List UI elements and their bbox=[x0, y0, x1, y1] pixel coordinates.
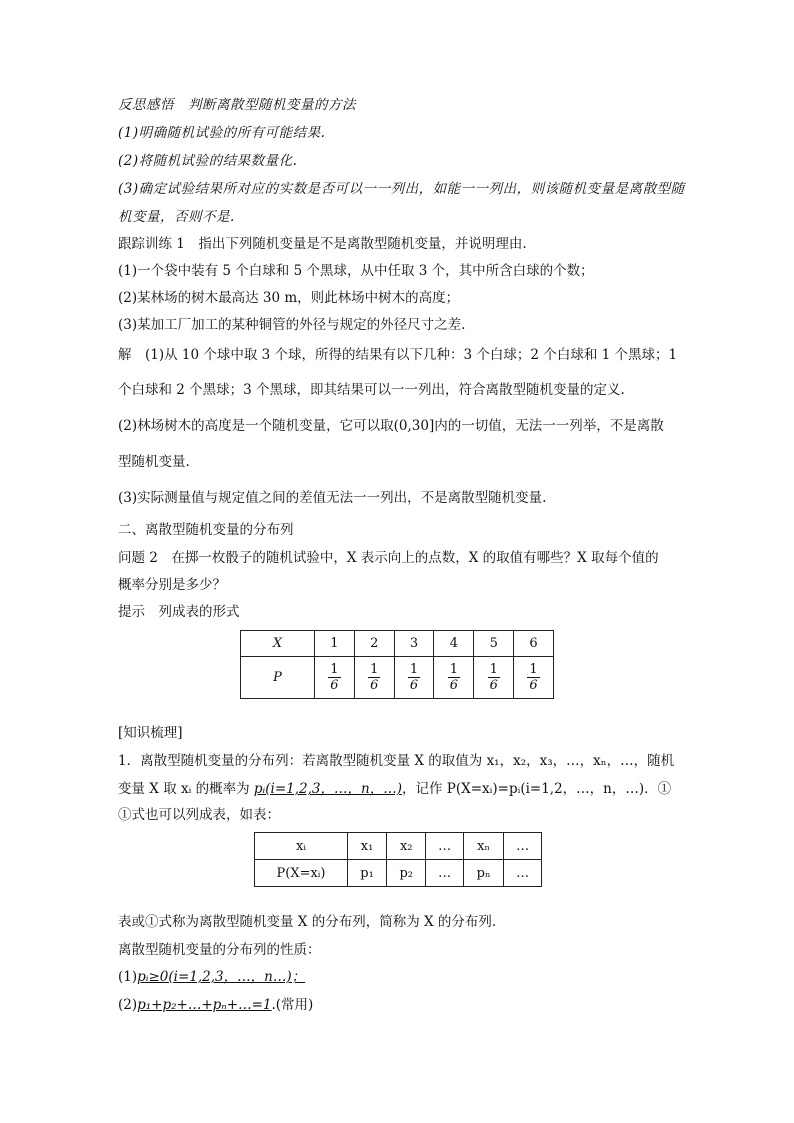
knowledge-line-1: 1．离散型随机变量的分布列：若离散型随机变量 X 的取值为 x₁，x₂，x₃，…，xₙ，…，随机 bbox=[118, 753, 675, 769]
dice-x-6: 6 bbox=[514, 631, 554, 657]
dice-p-1 bbox=[315, 657, 355, 699]
knowledge-line-2 bbox=[118, 780, 671, 798]
property-2 bbox=[118, 996, 313, 1014]
dice-x-label: X bbox=[241, 631, 315, 657]
property-1 bbox=[118, 968, 305, 986]
reflection-heading: 反思感悟 判断离散型随机变量的方法 bbox=[118, 97, 356, 113]
fraction-numerator: 1 bbox=[489, 662, 498, 677]
knowledge-line-2-post: ，记作 P(X=xᵢ)=pᵢ(i=1,2，…，n，…)．① bbox=[401, 781, 672, 797]
gen-p-ellipsis-2: … bbox=[504, 860, 542, 887]
practice-title: 跟踪训练 1 指出下列随机变量是不是离散型随机变量，并说明理由. bbox=[118, 236, 527, 252]
property-1-pre: (1) bbox=[118, 969, 138, 985]
gen-x2: x₂ bbox=[387, 833, 426, 860]
knowledge-line-4: 表或①式称为离散型随机变量 X 的分布列，简称为 X 的分布列. bbox=[118, 914, 497, 930]
section2-heading: 二、离散型随机变量的分布列 bbox=[118, 522, 294, 538]
property-2-pre: (2) bbox=[118, 997, 138, 1013]
reflection-item-3: (3)确定试验结果所对应的实数是否可以一一列出，如能一一列出，则该随机变量是离散型随 bbox=[118, 181, 685, 197]
solution-line-3: (2)林场树木的高度是一个随机变量，它可以取(0,30]内的一切值，无法一一列举，不是离散 bbox=[118, 418, 664, 434]
fraction-numerator: 1 bbox=[449, 662, 459, 677]
fraction-denominator: 6 bbox=[449, 678, 459, 693]
fraction-numerator: 1 bbox=[330, 662, 339, 677]
gen-p-label: P(X=xᵢ) bbox=[255, 860, 348, 887]
practice-item-2: (2)某林场的树木最高达 30 m，则此林场中树木的高度； bbox=[118, 290, 460, 306]
property-1-underlined: pᵢ≥0(i=1,2,3，…，n…)； bbox=[137, 969, 306, 985]
dice-x-5: 5 bbox=[474, 631, 514, 657]
dice-x-4: 4 bbox=[434, 631, 474, 657]
practice-item-1: (1)一个袋中装有 5 个白球和 5 个黑球，从中任取 3 个，其中所含白球的个数； bbox=[118, 263, 594, 279]
general-distribution-table bbox=[254, 832, 542, 887]
knowledge-line-2-underlined: pᵢ(i=1,2,3，…，n，…) bbox=[253, 781, 402, 797]
fraction-numerator: 1 bbox=[409, 662, 419, 677]
knowledge-line-3: ①式也可以列成表，如表： bbox=[118, 807, 280, 823]
hint-line: 提示 列成表的形式 bbox=[118, 604, 240, 620]
question-line-2: 概率分别是多少？ bbox=[118, 577, 226, 593]
dice-p-4 bbox=[434, 657, 474, 699]
property-2-post: .(常用) bbox=[271, 997, 314, 1013]
fraction-denominator: 6 bbox=[489, 678, 498, 693]
gen-x-ellipsis-1: … bbox=[426, 833, 464, 860]
dice-p-5 bbox=[474, 657, 514, 699]
dice-distribution-table bbox=[240, 630, 554, 699]
gen-p-ellipsis-1: … bbox=[426, 860, 464, 887]
knowledge-tag: [知识梳理] bbox=[118, 725, 183, 741]
reflection-item-1: (1)明确随机试验的所有可能结果. bbox=[118, 125, 326, 141]
gen-xn: xₙ bbox=[464, 833, 504, 860]
gen-pn: pₙ bbox=[464, 860, 504, 887]
reflection-item-4: 机变量，否则不是. bbox=[118, 209, 235, 225]
fraction-denominator: 6 bbox=[330, 678, 339, 693]
practice-item-3: (3)某加工厂加工的某种铜管的外径与规定的外径尺寸之差. bbox=[118, 317, 466, 333]
solution-line-5: (3)实际测量值与规定值之间的差值无法一一列出，不是离散型随机变量. bbox=[118, 490, 547, 506]
fraction-denominator: 6 bbox=[529, 678, 538, 693]
dice-p-label: P bbox=[241, 657, 315, 699]
knowledge-line-2-pre: 变量 X 取 xᵢ 的概率为 bbox=[118, 781, 254, 797]
solution-line-2: 个白球和 2 个黑球；3 个黑球，即其结果可以一一列出，符合离散型随机变量的定义. bbox=[118, 382, 625, 398]
fraction-numerator: 1 bbox=[529, 662, 538, 677]
gen-xi-label: xᵢ bbox=[255, 833, 348, 860]
dice-x-3: 3 bbox=[394, 631, 434, 657]
dice-x-1: 1 bbox=[315, 631, 355, 657]
dice-p-3 bbox=[394, 657, 434, 699]
reflection-item-2: (2)将随机试验的结果数量化. bbox=[118, 153, 298, 169]
property-2-underlined: p₁+p₂+…+pₙ+…=1 bbox=[137, 997, 272, 1013]
fraction-numerator: 1 bbox=[370, 662, 379, 677]
gen-x1: x₁ bbox=[348, 833, 387, 860]
dice-x-2: 2 bbox=[354, 631, 394, 657]
fraction-denominator: 6 bbox=[409, 678, 419, 693]
gen-p2: p₂ bbox=[387, 860, 426, 887]
question-line-1: 问题 2 在掷一枚骰子的随机试验中，X 表示向上的点数，X 的取值有哪些？X 取每个值的 bbox=[118, 550, 659, 566]
knowledge-line-5: 离散型随机变量的分布列的性质： bbox=[118, 942, 321, 958]
solution-line-4: 型随机变量. bbox=[118, 454, 190, 470]
fraction-denominator: 6 bbox=[370, 678, 379, 693]
dice-p-2 bbox=[354, 657, 394, 699]
gen-x-ellipsis-2: … bbox=[504, 833, 542, 860]
solution-line-1: 解 (1)从 10 个球中取 3 个球，所得的结果有以下几种：3 个白球；2 个白球和 1 个黑球；1 bbox=[118, 347, 678, 363]
dice-p-6 bbox=[514, 657, 554, 699]
gen-p1: p₁ bbox=[348, 860, 387, 887]
